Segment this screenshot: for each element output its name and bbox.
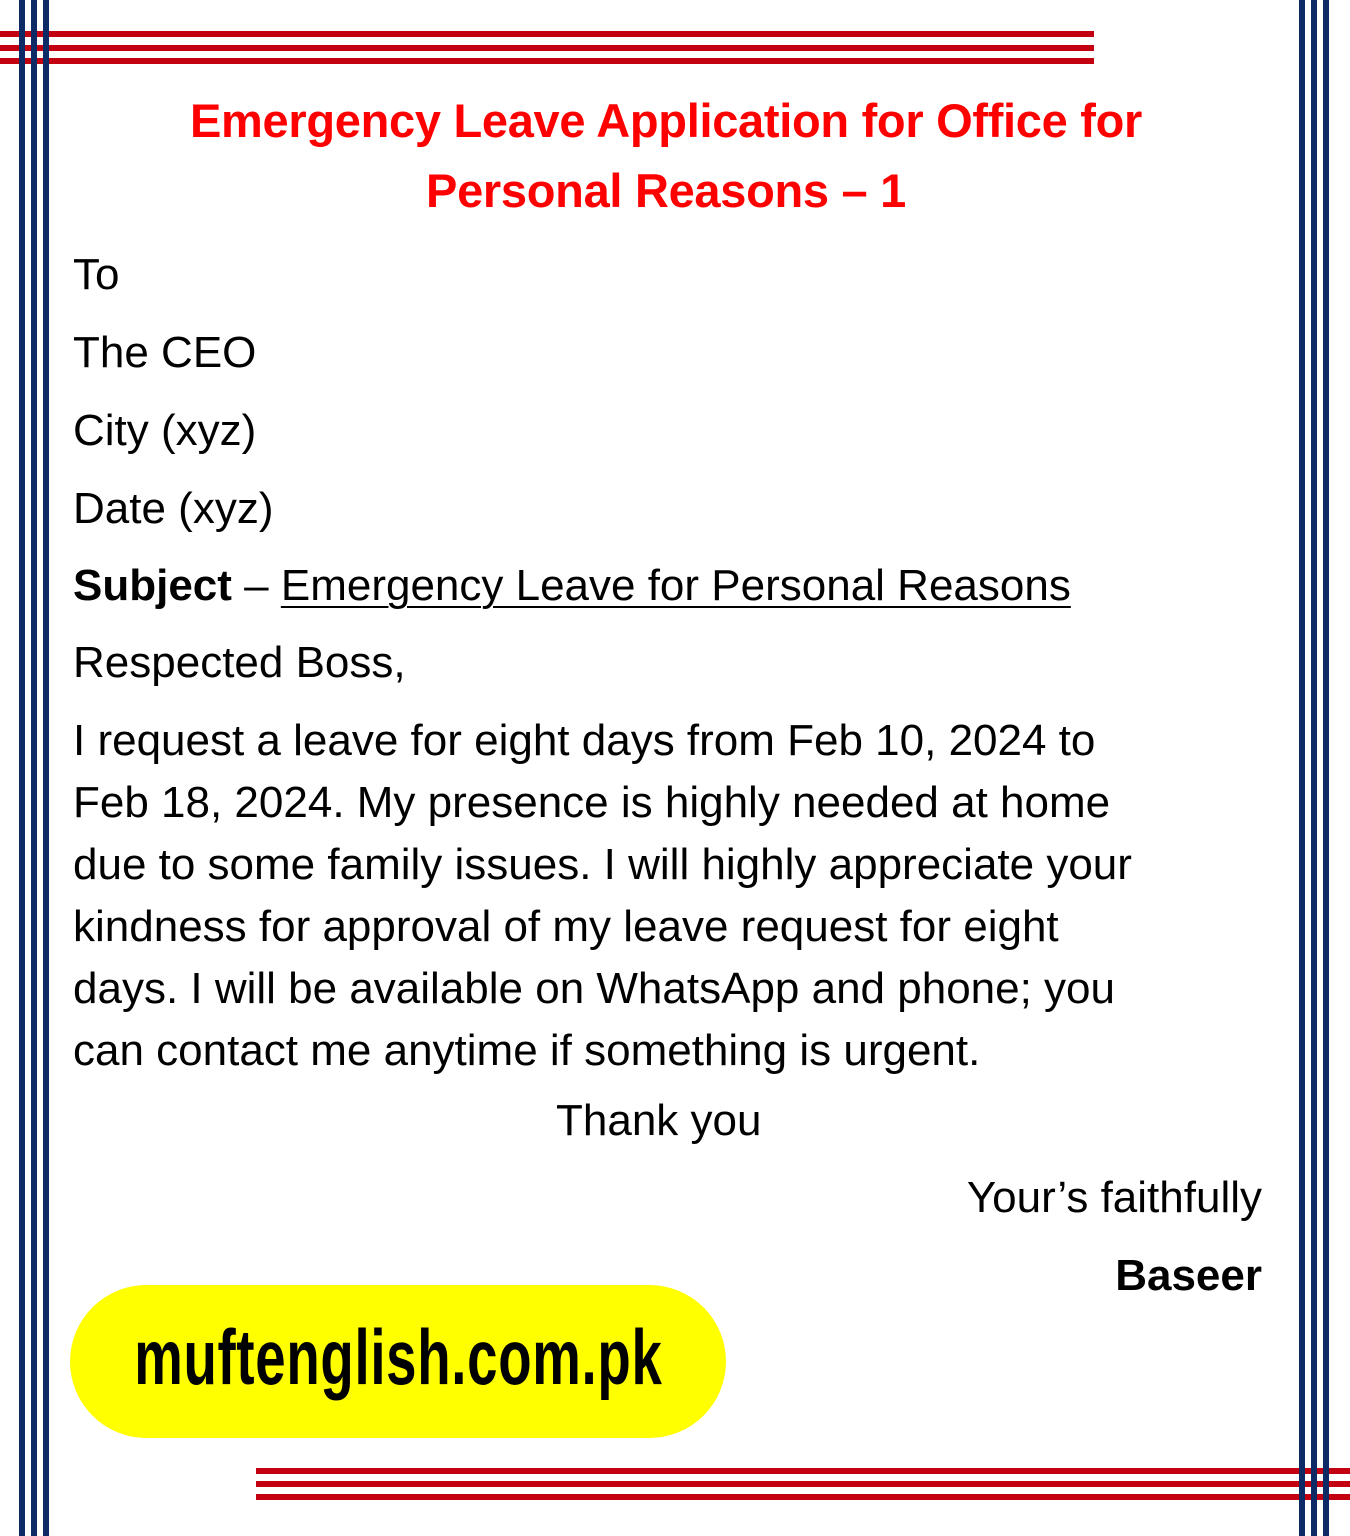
body-line: days. I will be available on WhatsApp and phone; you — [73, 964, 1115, 1013]
body-line: Feb 18, 2024. My presence is highly needed at home — [73, 778, 1111, 827]
bottom-border-line-2 — [256, 1481, 1350, 1487]
address-date: Date (xyz) — [73, 484, 274, 533]
subject-label: Subject — [73, 561, 232, 610]
body-line: kindness for approval of my leave request for eight — [73, 902, 1059, 951]
top-border-line-1 — [0, 31, 1094, 37]
salutation: Respected Boss, — [73, 638, 406, 687]
closing-line: Your’s faithfully — [966, 1173, 1262, 1222]
top-border-line-2 — [0, 45, 1094, 51]
right-border-line-3 — [1323, 0, 1329, 1536]
signature-name: Baseer — [1115, 1251, 1262, 1300]
subject-separator: – — [231, 561, 281, 610]
body-line: can contact me anytime if something is urgent. — [73, 1026, 981, 1075]
address-to: To — [73, 250, 120, 299]
left-border-line-3 — [43, 0, 49, 1536]
title-line-1: Emergency Leave Application for Office for — [189, 94, 1142, 147]
left-border-line-1 — [19, 0, 25, 1536]
address-recipient: The CEO — [73, 328, 257, 377]
left-border-line-2 — [31, 0, 37, 1536]
bottom-border-line-1 — [256, 1468, 1350, 1474]
body-paragraph — [73, 710, 1273, 1082]
address-city: City (xyz) — [73, 406, 257, 455]
website-text: muftenglish.com.pk — [133, 1313, 663, 1401]
top-border-line-3 — [0, 58, 1094, 64]
subject-text: Emergency Leave for Personal Reasons — [280, 561, 1071, 610]
subject-line — [73, 561, 1071, 611]
right-border-line-1 — [1299, 0, 1305, 1536]
bottom-border-line-3 — [256, 1494, 1350, 1500]
body-line: I request a leave for eight days from Feb 10, 2024 to — [73, 716, 1096, 765]
thanks-line: Thank you — [556, 1096, 762, 1145]
page-title — [60, 86, 1272, 226]
body-line: due to some family issues. I will highly appreciate your — [73, 840, 1132, 889]
right-border-line-2 — [1311, 0, 1317, 1536]
website-badge — [70, 1285, 726, 1438]
title-line-2: Personal Reasons – 1 — [426, 164, 906, 217]
